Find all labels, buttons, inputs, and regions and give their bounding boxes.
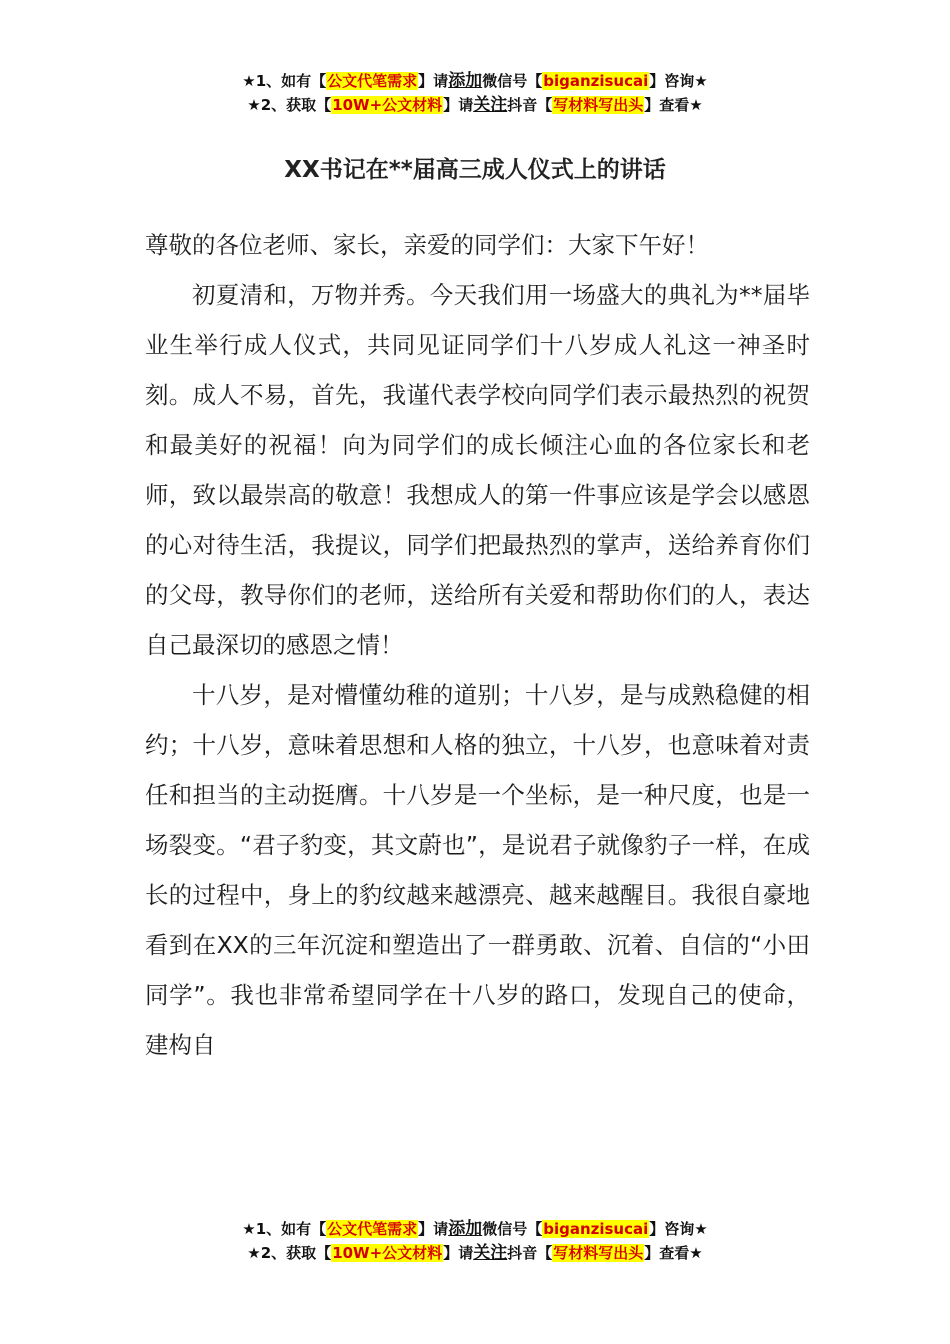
promo-line-2-prefix: ★2、获取【 xyxy=(247,96,332,114)
promo-line-1 xyxy=(0,1217,950,1241)
promo-line-2-prefix: ★2、获取【 xyxy=(247,1244,332,1262)
promo-line-1-highlight-1: 公文代笔需求 xyxy=(327,1220,418,1238)
promo-line-2-suffix: 】查看★ xyxy=(644,1244,703,1262)
promo-line-2-mid-1: 】请 xyxy=(443,1244,474,1262)
promo-line-2 xyxy=(0,93,950,117)
promo-line-2-mid-1: 】请 xyxy=(443,96,474,114)
promo-line-1-mid-2: 微信号【 xyxy=(482,1220,543,1238)
greeting-paragraph: 尊敬的各位老师、家长，亲爱的同学们：大家下午好！ xyxy=(145,231,709,259)
promo-line-2-emphasis: 关注 xyxy=(473,95,508,115)
promo-line-2-emphasis: 关注 xyxy=(473,1243,508,1263)
promo-line-1-prefix: ★1、如有【 xyxy=(242,1220,327,1238)
promo-line-1-mid-2: 微信号【 xyxy=(482,72,543,90)
promo-line-2-highlight-2: 写材料写出头 xyxy=(553,96,644,114)
promo-line-2-highlight-2: 写材料写出头 xyxy=(553,1244,644,1262)
promo-header xyxy=(0,69,950,117)
promo-line-1-suffix: 】咨询★ xyxy=(649,72,708,90)
promo-line-1-emphasis: 添加 xyxy=(448,1219,483,1239)
promo-line-1 xyxy=(0,69,950,93)
promo-line-2 xyxy=(0,1241,950,1265)
body-paragraph-2: 十八岁，是对懵懂幼稚的道别；十八岁，是与成熟稳健的相约；十八岁，意味着思想和人格的独立，十八岁，也意味着对责任和担当的主动挺膺。十八岁是一个坐标，是一种尺度，也是一场裂变。“君子豹变，其文蔚也”，是说君子就像豹子一样，在成长的过程中，身上的豹纹越来越漂亮、越来越醒目。我很自豪地看到在XX的三年沉淀和塑造出了一群勇敢、沉着、自信的“小田同学”。我也非常希望同学在十八岁的路口，发现自己的使命，建构自 xyxy=(145,681,810,1059)
promo-line-1-highlight-2: biganzisucai xyxy=(543,72,649,90)
promo-line-1-suffix: 】咨询★ xyxy=(649,1220,708,1238)
promo-line-1-mid-1: 】请 xyxy=(418,1220,449,1238)
document-title: XX书记在**届高三成人仪式上的讲话 xyxy=(284,157,666,183)
promo-line-1-emphasis: 添加 xyxy=(448,71,483,91)
body-paragraph-1: 初夏清和，万物并秀。今天我们用一场盛大的典礼为**届毕业生举行成人仪式，共同见证同学们十八岁成人礼这一神圣时刻。成人不易，首先，我谨代表学校向同学们表示最热烈的祝贺和最美好的祝福！向为同学们的成长倾注心血的各位家长和老师，致以最崇高的敬意！我想成人的第一件事应该是学会以感恩的心对待生活，我提议，同学们把最热烈的掌声，送给养育你们的父母，教导你们的老师，送给所有关爱和帮助你们的人，表达自己最深切的感恩之情！ xyxy=(145,281,810,659)
promo-line-2-highlight-1: 10W+公文材料 xyxy=(332,1244,443,1262)
promo-footer xyxy=(0,1217,950,1265)
promo-line-1-mid-1: 】请 xyxy=(418,72,449,90)
promo-line-2-mid-2: 抖音【 xyxy=(507,96,553,114)
document-body xyxy=(145,220,810,1070)
promo-line-1-highlight-1: 公文代笔需求 xyxy=(327,72,418,90)
promo-line-1-highlight-2: biganzisucai xyxy=(543,1220,649,1238)
promo-line-1-prefix: ★1、如有【 xyxy=(242,72,327,90)
promo-line-2-mid-2: 抖音【 xyxy=(507,1244,553,1262)
promo-line-2-suffix: 】查看★ xyxy=(644,96,703,114)
promo-line-2-highlight-1: 10W+公文材料 xyxy=(332,96,443,114)
